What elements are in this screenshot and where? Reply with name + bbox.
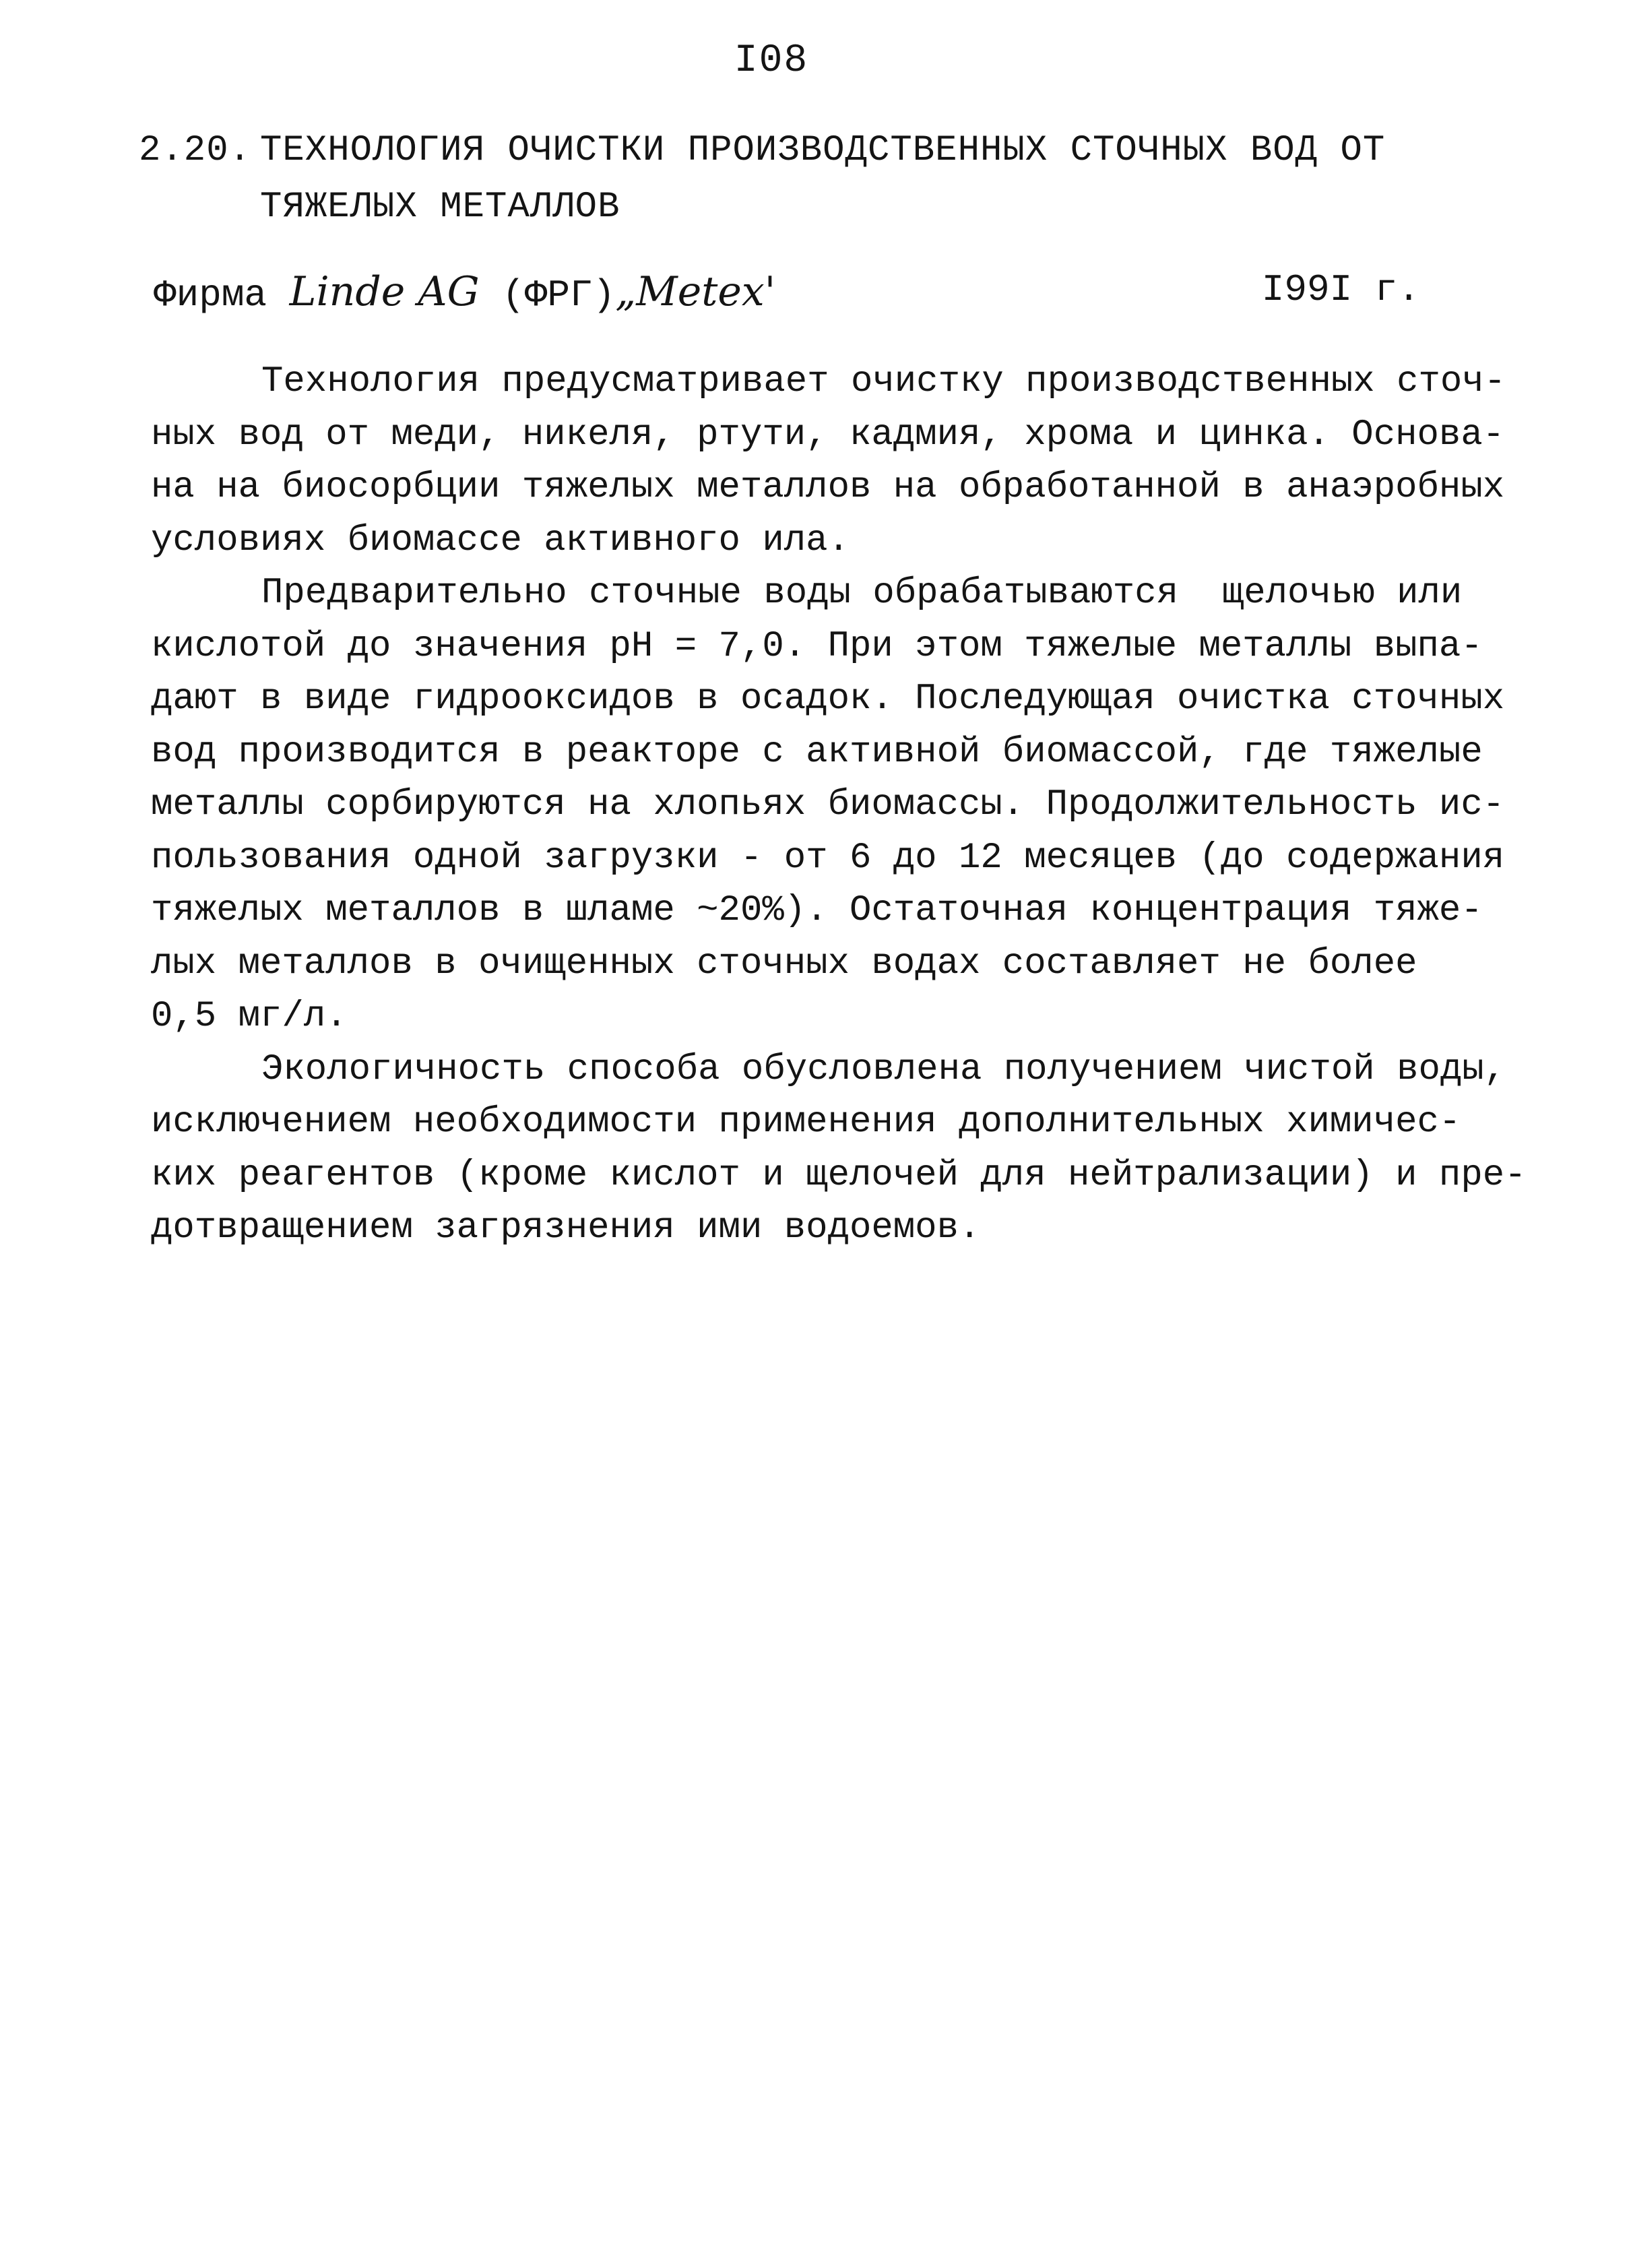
text-line: Технология предусматривает очистку производственных сточ- [261,361,1506,402]
text-line: Предварительно сточные воды обрабатываются щелочью или [261,573,1463,614]
text-line: 0,5 мг/л. [151,996,348,1037]
paragraph-2 [151,567,1505,1044]
firm-country: (ФРГ) [502,274,616,317]
year: I99I г. [1261,268,1420,311]
text-line: кислотой до значения pH = 7,0. При этом тяжелые металлы выпа- [151,625,1483,667]
text-line: дают в виде гидрооксидов в осадок. Последующая очистка сточных [151,679,1505,720]
heading-line-1 [139,123,1385,179]
body-text [151,356,1527,1255]
heading-title-line-1: ТЕХНОЛОГИЯ ОЧИСТКИ ПРОИЗВОДСТВЕННЫХ СТОЧНЫХ ВОД ОТ [260,130,1386,171]
firm-name-handwritten: Linde AG [289,268,480,315]
text-line: Экологичность способа обусловлена получением чистой воды, [261,1048,1506,1090]
text-line: условиях биомассе активного ила. [151,519,850,561]
text-line: дотвращением загрязнения ими водоемов. [151,1207,981,1249]
text-line: пользования одной загрузки - от 6 до 12 месяцев (до содержания [151,837,1505,879]
heading-title-line-2: ТЯЖЕЛЫХ МЕТАЛЛОВ [260,187,620,228]
firm-label: Фирма [154,274,267,317]
text-line: тяжелых металлов в шламе ~20%). Остаточная концентрация тяже- [151,890,1483,931]
text-line: ких реагентов (кроме кислот и щелочей для нейтрализации) и пре- [151,1154,1527,1196]
text-line: металлы сорбируются на хлопьях биомассы. Продолжительность ис- [151,784,1505,825]
product-name-handwritten: „Metex' [615,268,776,315]
firm-line [154,268,1420,317]
page-number: I08 [734,39,809,83]
text-line: на на биосорбции тяжелых металлов на обработанной в анаэробных [151,467,1505,508]
section-number: 2.20. [139,130,252,171]
paragraph-3 [151,1044,1527,1255]
text-line: исключением необходимости применения дополнительных химичес- [151,1102,1461,1143]
paragraph-1 [151,356,1506,567]
text-line: ных вод от меди, никеля, ртути, кадмия, хрома и цинка. Основа- [151,414,1505,455]
text-line: лых металлов в очищенных сточных водах составляет не более [151,943,1417,984]
section-heading [139,123,1385,236]
text-line: вод производится в реакторе с активной биомассой, где тяжелые [151,731,1483,773]
